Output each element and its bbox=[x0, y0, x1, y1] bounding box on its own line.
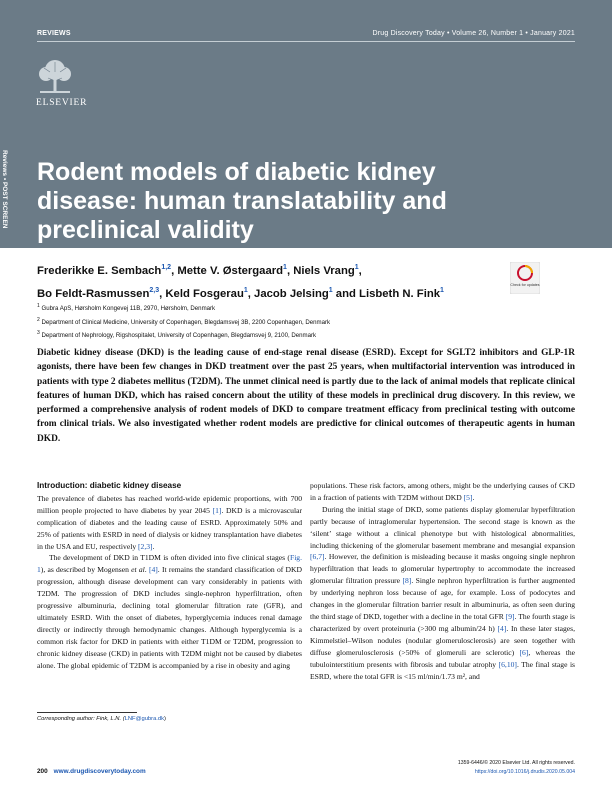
citation-link[interactable]: [8] bbox=[402, 576, 412, 586]
author-separator: , bbox=[159, 287, 166, 300]
text-run: . The final stage is ESRD, where the total GFR is <15 ml/min/1.73 m², and bbox=[310, 659, 576, 681]
abstract: Diabetic kidney disease (DKD) is the leading cause of end-stage renal disease (ESRD). Except for SGLT2 inhibitors and GLP-1R agonists, there have been few changes in DKD treatment over the past 25 years, when multifactorial intervention was introduced in patients with type 2 diabetes mellitus (T2DM). The unmet clinical need is partly due to the lack of animal models that replicate clinical features of human DKD, which has raised concern about the utility of these models in preclinical drug discovery. In this review, we performed a comprehensive analysis of rodent models of DKD to compare treatment efficacy from preclinical testing with outcome from clinical trials. We also investigated whether rodent models are predictive for clinical outcomes of therapeutic agents in human DKD. bbox=[37, 348, 575, 444]
author-list bbox=[37, 258, 517, 304]
section-heading: Introduction: diabetic kidney disease bbox=[37, 481, 182, 490]
text-run: . bbox=[144, 565, 149, 575]
citation-link[interactable]: [1] bbox=[212, 505, 222, 515]
author-separator: , bbox=[358, 264, 362, 277]
header-rule bbox=[37, 41, 575, 42]
text-run: . bbox=[472, 492, 475, 502]
affiliation bbox=[37, 328, 517, 342]
author-separator: and bbox=[332, 287, 360, 300]
text-run: The development of DKD in T1DM is often divided into five clinical stages ( bbox=[49, 553, 290, 563]
text-run: , whereas the tubulointerstitium presents with fibrosis and tubular atrophy bbox=[310, 647, 575, 669]
affiliation bbox=[37, 301, 517, 315]
check-for-updates-badge[interactable] bbox=[510, 262, 540, 294]
text-run: . It remains the standard classification of DKD progression, although disease development can vary considerably in patients with T2DM. The progression of DKD includes single-nephron hyperfiltration, often progressive albuminuria, declining total glomerular filtration rate (GFR), and ultimately ESRD. With the onset of diabetes, hyperglycemia induces renal damage directly or indirectly through hemodynamic changes. Although hyperglycemia is a common risk factor for DKD in patients with either T1DM or T2DM, progression to chronic kidney disease (CKD) in patients with T2DM might not be caused by diabetes alone. The global epidemic of T2DM is accompanied by a rise in obesity and aging bbox=[37, 565, 302, 670]
author-separator: , bbox=[286, 264, 294, 277]
corresponding-close: ) bbox=[164, 716, 166, 722]
side-tab bbox=[0, 150, 16, 240]
citation-link[interactable]: [4] bbox=[497, 623, 507, 633]
text-run: populations. These risk factors, among others, might be the underlying causes of CKD in a fraction of patients with T2DM without DKD bbox=[310, 481, 575, 502]
author-name: Frederikke E. Sembach bbox=[37, 264, 162, 277]
citation-link[interactable]: [6,10] bbox=[498, 659, 517, 669]
author-name: Mette V. Østergaard bbox=[177, 264, 284, 277]
citation-link[interactable]: [9] bbox=[505, 611, 515, 621]
paragraph bbox=[310, 480, 575, 504]
article-title: Rodent models of diabetic kidney disease: human translatability and preclinical validity bbox=[37, 158, 447, 244]
elsevier-tree-logo bbox=[36, 58, 74, 96]
paragraph bbox=[310, 504, 575, 683]
author-affiliation-marker[interactable]: 1,2 bbox=[161, 264, 172, 271]
author-affiliation-marker[interactable]: 1 bbox=[440, 286, 444, 294]
author-name: Lisbeth N. Fink bbox=[359, 287, 441, 300]
body-column-right bbox=[310, 480, 575, 682]
citation-link[interactable]: Fig. 1 bbox=[37, 553, 302, 575]
doi-link[interactable]: https://doi.org/10.1016/j.drudis.2020.05.004 bbox=[474, 769, 575, 775]
journal-running-head: Drug Discovery Today • Volume 26, Number 1 • January 2021 bbox=[372, 30, 575, 37]
citation-link[interactable]: [6,7] bbox=[310, 552, 325, 562]
author-separator: , bbox=[171, 264, 178, 277]
text-run: . The fourth stage is characterized by overt proteinuria (>300 mg albumin/24 h) bbox=[310, 611, 575, 633]
section-label: REVIEWS bbox=[37, 30, 71, 37]
paragraph bbox=[37, 552, 302, 671]
corresponding-label: Corresponding author: Fink, L.N. ( bbox=[37, 716, 125, 722]
affiliation-text: Gubra ApS, Hørsholm Kongevej 11B, 2970, Hørsholm, Denmark bbox=[39, 305, 216, 313]
page-footer bbox=[37, 768, 146, 775]
citation-link[interactable]: [5] bbox=[463, 492, 473, 502]
author-separator: , bbox=[247, 287, 255, 300]
author-name: Jacob Jelsing bbox=[254, 287, 329, 300]
affiliation-number: 2 bbox=[37, 316, 40, 323]
page-number: 200 bbox=[37, 768, 48, 775]
author-affiliation-marker[interactable]: 1 bbox=[283, 264, 287, 271]
author-name: Keld Fosgerau bbox=[165, 287, 244, 300]
author-affiliation-marker[interactable]: 2,3 bbox=[149, 286, 160, 294]
text-run: . bbox=[152, 541, 155, 551]
footnote-rule bbox=[37, 712, 137, 713]
text-run: . DKD is a microvascular complication of diabetes and the leading cause of ESRD. Approximately 50% and 25% of patients with ESRD in need of dialysis or kidney transplantation have diabetes in the USA and EU, respectively bbox=[37, 505, 302, 551]
text-run: . Single nephron hyperfiltration is further augmented by underlying nephron loss because of age, for example. Loss of podocytes and changes in the glomerular filtration barrier result in albuminuria, as often seen during the third stage of DKD, together with a decline in the total GFR bbox=[310, 576, 576, 621]
text-run: The prevalence of diabetes has reached world-wide epidemic proportions, with 700 million people projected to have diabetes by year 2045 bbox=[37, 493, 302, 515]
author-affiliation-marker[interactable]: 1 bbox=[328, 286, 333, 294]
affiliation-text: Department of Clinical Medicine, University of Copenhagen, Blegdamsvej 3B, 2200 Copenhagen, Denmark bbox=[39, 318, 331, 326]
corresponding-email-link[interactable]: LNF@gubra.dk bbox=[124, 716, 165, 722]
copyright: 1359-6446/© 2020 Elsevier Ltd. All rights reserved. bbox=[457, 760, 575, 766]
text-run: ), as described by Mogensen bbox=[40, 565, 132, 575]
paragraph bbox=[37, 493, 302, 553]
text-run: . In these later stages, Kimmelstiel–Wilson nodules (nodular glomerulosclerosis) are seen together with diffuse glomerulosclerosis (>50% of glomeruli are sclerotic) bbox=[310, 623, 575, 657]
text-run: During the initial stage of DKD, some patients display glomerular hyperfiltration partly because of intraglomerular hypertension. The second stage is known as the ‘silent’ stage without a clinical phenotype but with histological abnormalities, including thickening of the glomerular basement membrane and mesangial expansion bbox=[310, 504, 575, 550]
citation-link[interactable]: [4] bbox=[148, 565, 158, 575]
author-affiliation-marker[interactable]: 1 bbox=[354, 264, 359, 271]
side-tab-label: Reviews • POST SCREEN bbox=[1, 150, 8, 229]
affiliation-number: 3 bbox=[37, 330, 40, 337]
body-column-left bbox=[37, 480, 302, 672]
affiliation-number: 1 bbox=[37, 303, 40, 309]
author-name: Bo Feldt-Rasmussen bbox=[37, 287, 150, 300]
affiliation-text: Department of Nephrology, Rigshospitalet, University of Copenhagen, Blegdamsvej 9, 2100, Denmark bbox=[39, 332, 317, 340]
affiliation bbox=[37, 315, 517, 329]
citation-link[interactable]: [6] bbox=[519, 647, 529, 657]
author-name: Niels Vrang bbox=[293, 264, 355, 277]
affiliations bbox=[37, 301, 517, 342]
journal-website-link[interactable]: www.drugdiscoverytoday.com bbox=[53, 768, 146, 775]
citation-link[interactable]: [2,3] bbox=[138, 541, 153, 551]
corresponding-author bbox=[37, 716, 166, 722]
publisher-name: ELSEVIER bbox=[36, 98, 88, 108]
text-run: . However, the definition is misleading because it masks ongoing single nephron hyperfiltration that leads to glomerular hypertrophy to accommodate the increased glomerular filtration pressure bbox=[310, 552, 575, 586]
author-affiliation-marker[interactable]: 1 bbox=[243, 286, 248, 294]
italic-text: et al bbox=[131, 565, 145, 575]
badge-label: Check for updates bbox=[510, 283, 540, 287]
